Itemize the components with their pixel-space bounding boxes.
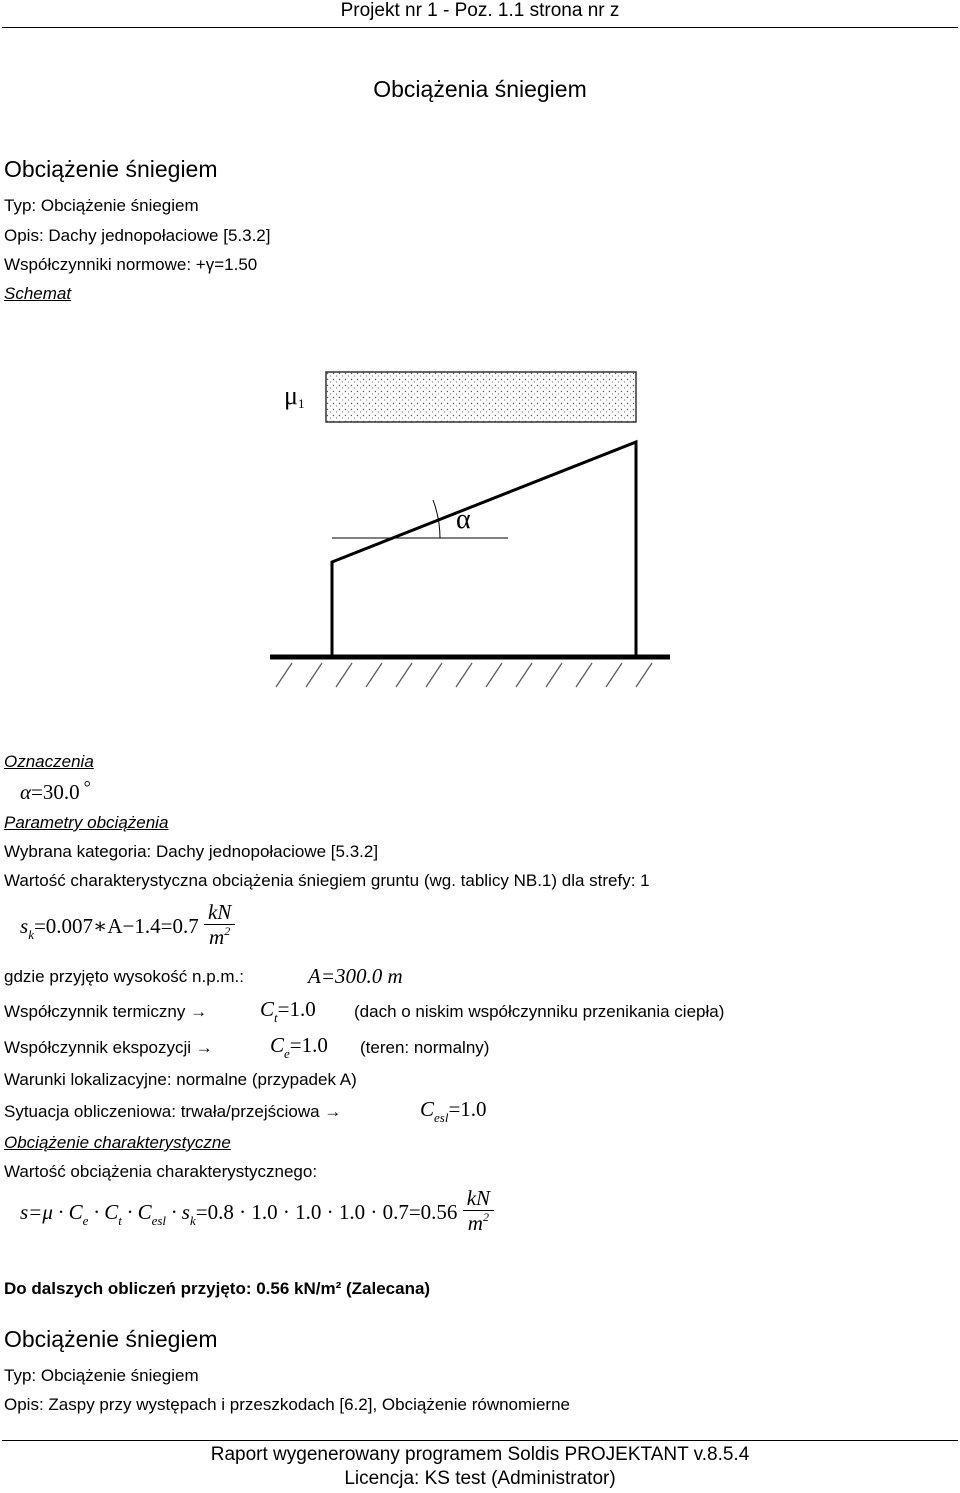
footer-line2: Licencja: KS test (Administrator) [344, 1468, 616, 1489]
altitude-formula: A=300.0 m [308, 964, 403, 988]
przyjeto-text: Do dalszych obliczeń przyjęto: 0.56 kN/m² (Zalecana) [4, 1279, 431, 1298]
wspolczynniki-text: Współczynniki normowe: +γ=1.50 [4, 255, 258, 274]
charakterystyczne-link[interactable]: Obciążenie charakterystyczne [4, 1133, 231, 1152]
alpha-label: α [456, 504, 471, 535]
section-heading: Obciążenie śniegiem [4, 156, 218, 182]
gdzie-text: gdzie przyjęto wysokość n.p.m.: [4, 967, 244, 986]
header-divider [2, 27, 958, 28]
sk-formula [20, 900, 235, 954]
page-title: Obciążenia śniegiem [373, 76, 587, 102]
building-outline [332, 442, 636, 657]
sk-unit-fraction: $\frac{kN}{m^2}$ [204, 900, 235, 952]
alpha-formula [20, 777, 91, 805]
footer-line1: Raport wygenerowany programem Soldis PROJEKTANT v.8.5.4 [210, 1444, 750, 1465]
ce-formula: $C_e=1.0$ [270, 1033, 328, 1061]
ground-hatching [276, 663, 652, 687]
oznaczenia-link[interactable]: Oznaczenia [4, 752, 94, 771]
mu-label: μ1 [284, 381, 305, 411]
opis-text: Opis: Dachy jednopołaciowe [5.3.2] [4, 226, 271, 245]
alpha-value: =30.0 [31, 780, 80, 804]
snow-load-band [326, 372, 636, 422]
typ-text-2: Typ: Obciążenie śniegiem [4, 1366, 199, 1385]
degree-symbol: ° [83, 777, 91, 797]
charakterystyczne-label: Wartość obciążenia charakterystycznego: [4, 1162, 318, 1181]
termiczny-label: Współczynnik termiczny → [4, 1002, 208, 1021]
parametry-link[interactable]: Parametry obciążenia [4, 813, 169, 832]
sk-expression: =0.007∗A−1.4=0.7 [33, 913, 199, 938]
ekspozycji-note: (teren: normalny) [360, 1038, 490, 1057]
termiczny-note: (dach o niskim współczynniku przenikania ciepła) [354, 1002, 725, 1021]
sytuacja-label: Sytuacja obliczeniowa: trwała/przejściowa → [4, 1102, 342, 1121]
wartosc-gruntu-text: Wartość charakterystyczna obciążenia śniegiem gruntu (wg. tablicy NB.1) dla strefy: 1 [4, 871, 650, 890]
sk-subscript: k [28, 926, 34, 942]
s-unit-fraction: $\frac{kN}{m^2}$ [463, 1186, 494, 1238]
roof-diagram [260, 360, 680, 700]
alpha-symbol: α [20, 780, 32, 804]
footer-divider [2, 1440, 958, 1441]
sk-symbol: s [20, 913, 29, 938]
section-heading-2: Obciążenie śniegiem [4, 1326, 218, 1352]
typ-text: Typ: Obciążenie śniegiem [4, 196, 199, 215]
kategoria-text: Wybrana kategoria: Dachy jednopołaciowe [5.3.2] [4, 842, 379, 861]
ct-formula: $C_t=1.0$ [260, 997, 316, 1025]
warunki-text: Warunki lokalizacyjne: normalne (przypadek A) [4, 1070, 357, 1089]
opis-text-2: Opis: Zaspy przy występach i przeszkodach [6.2], Obciążenie równomierne [4, 1395, 570, 1414]
ekspozycji-label: Współczynnik ekspozycji → [4, 1038, 213, 1057]
cesl-formula: $C_{esl}=1.0$ [420, 1097, 487, 1125]
schemat-link[interactable]: Schemat [4, 284, 72, 303]
page-header: Projekt nr 1 - Poz. 1.1 strona nr z [340, 0, 620, 21]
s-formula: $s=\mu \cdot C_e \cdot C_t \cdot C_{esl} \cdot s_k=0.8 \cdot 1.0 \cdot 1.0 \cdot 1.0 \cdot 0.7=0.56$ $\frac{kN}{m^2}$ [20, 1186, 494, 1242]
